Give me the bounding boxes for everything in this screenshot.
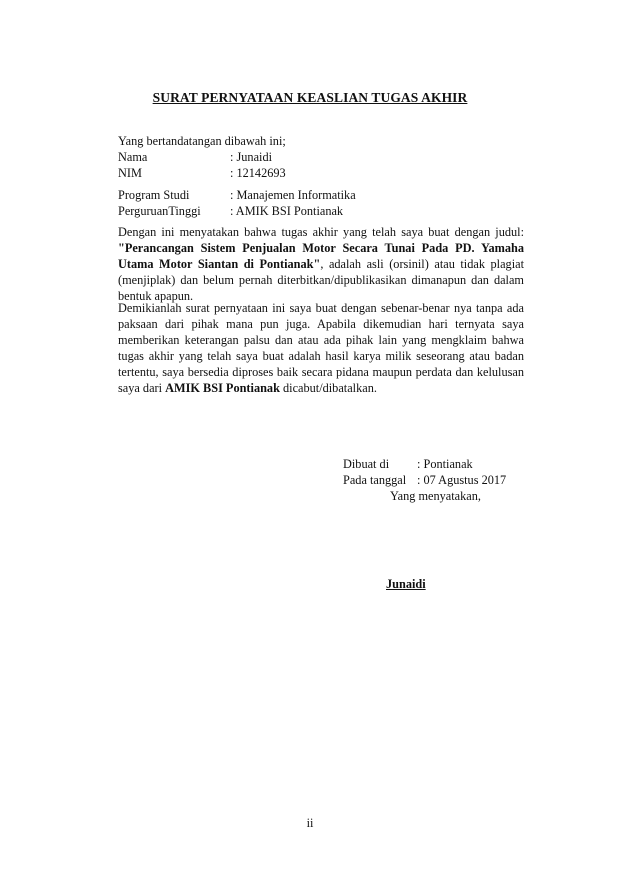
institution-name: AMIK BSI Pontianak xyxy=(165,381,280,395)
signature-block xyxy=(343,456,506,504)
identity-row-institution xyxy=(118,203,356,219)
closing-text: Yang menyatakan, xyxy=(390,489,481,503)
paragraph-text: , adalah asli (orsinil) atau tidak plagiat (menjiplak) dan belum pernah diterbitkan/dipublikasikan dimanapun dan dalam bentuk apapun. xyxy=(118,257,524,303)
declaration-paragraph xyxy=(118,300,524,396)
date-value: : 07 Agustus 2017 xyxy=(417,473,507,487)
place-value: : Pontianak xyxy=(417,457,473,471)
identity-value: : 12142693 xyxy=(230,166,286,180)
document-title: SURAT PERNYATAAN KEASLIAN TUGAS AKHIR xyxy=(152,90,468,105)
identity-row-name xyxy=(118,149,356,165)
identity-value: : Junaidi xyxy=(230,150,273,164)
statement-paragraph xyxy=(118,224,524,304)
signature-place-row xyxy=(343,456,506,472)
identity-block xyxy=(118,149,356,219)
paragraph-text: dicabut/dibatalkan. xyxy=(279,381,377,395)
signature-date-row xyxy=(343,472,506,488)
paragraph-text: Demikianlah surat pernyataan ini saya buat dengan sebenar-benar nya tanpa ada paksaan dari pihak mana pun juga. Apabila dikemudian hari ternyata saya memberikan keterangan palsu dan atau ada pihak lain yang mengklaim bahwa tugas akhir yang telah saya buat adalah hasil karya milik seseorang atau badan tertentu, saya bersedia diproses baik secara pidana maupun perdata dan kelulusan saya dari xyxy=(118,301,524,395)
identity-label: PerguruanTinggi xyxy=(118,204,201,218)
signer-name: Junaidi xyxy=(386,577,426,591)
place-label: Dibuat di xyxy=(343,457,390,471)
date-label: Pada tanggal xyxy=(343,473,407,487)
identity-row-nim xyxy=(118,165,356,181)
page-number: ii xyxy=(306,816,314,830)
thesis-title: "Perancangan Sistem Penjualan Motor Secara Tunai Pada PD. Yamaha Utama Motor Siantan di Pontianak" xyxy=(118,241,524,271)
identity-label: NIM xyxy=(118,166,142,180)
identity-label: Program Studi xyxy=(118,188,190,202)
identity-value: : AMIK BSI Pontianak xyxy=(230,204,344,218)
intro-text: Yang bertandatangan dibawah ini; xyxy=(118,134,286,148)
identity-row-program xyxy=(118,187,356,203)
identity-label: Nama xyxy=(118,150,148,164)
identity-value: : Manajemen Informatika xyxy=(230,188,356,202)
paragraph-text: Dengan ini menyatakan bahwa tugas akhir yang telah saya buat dengan judul: xyxy=(118,225,524,239)
